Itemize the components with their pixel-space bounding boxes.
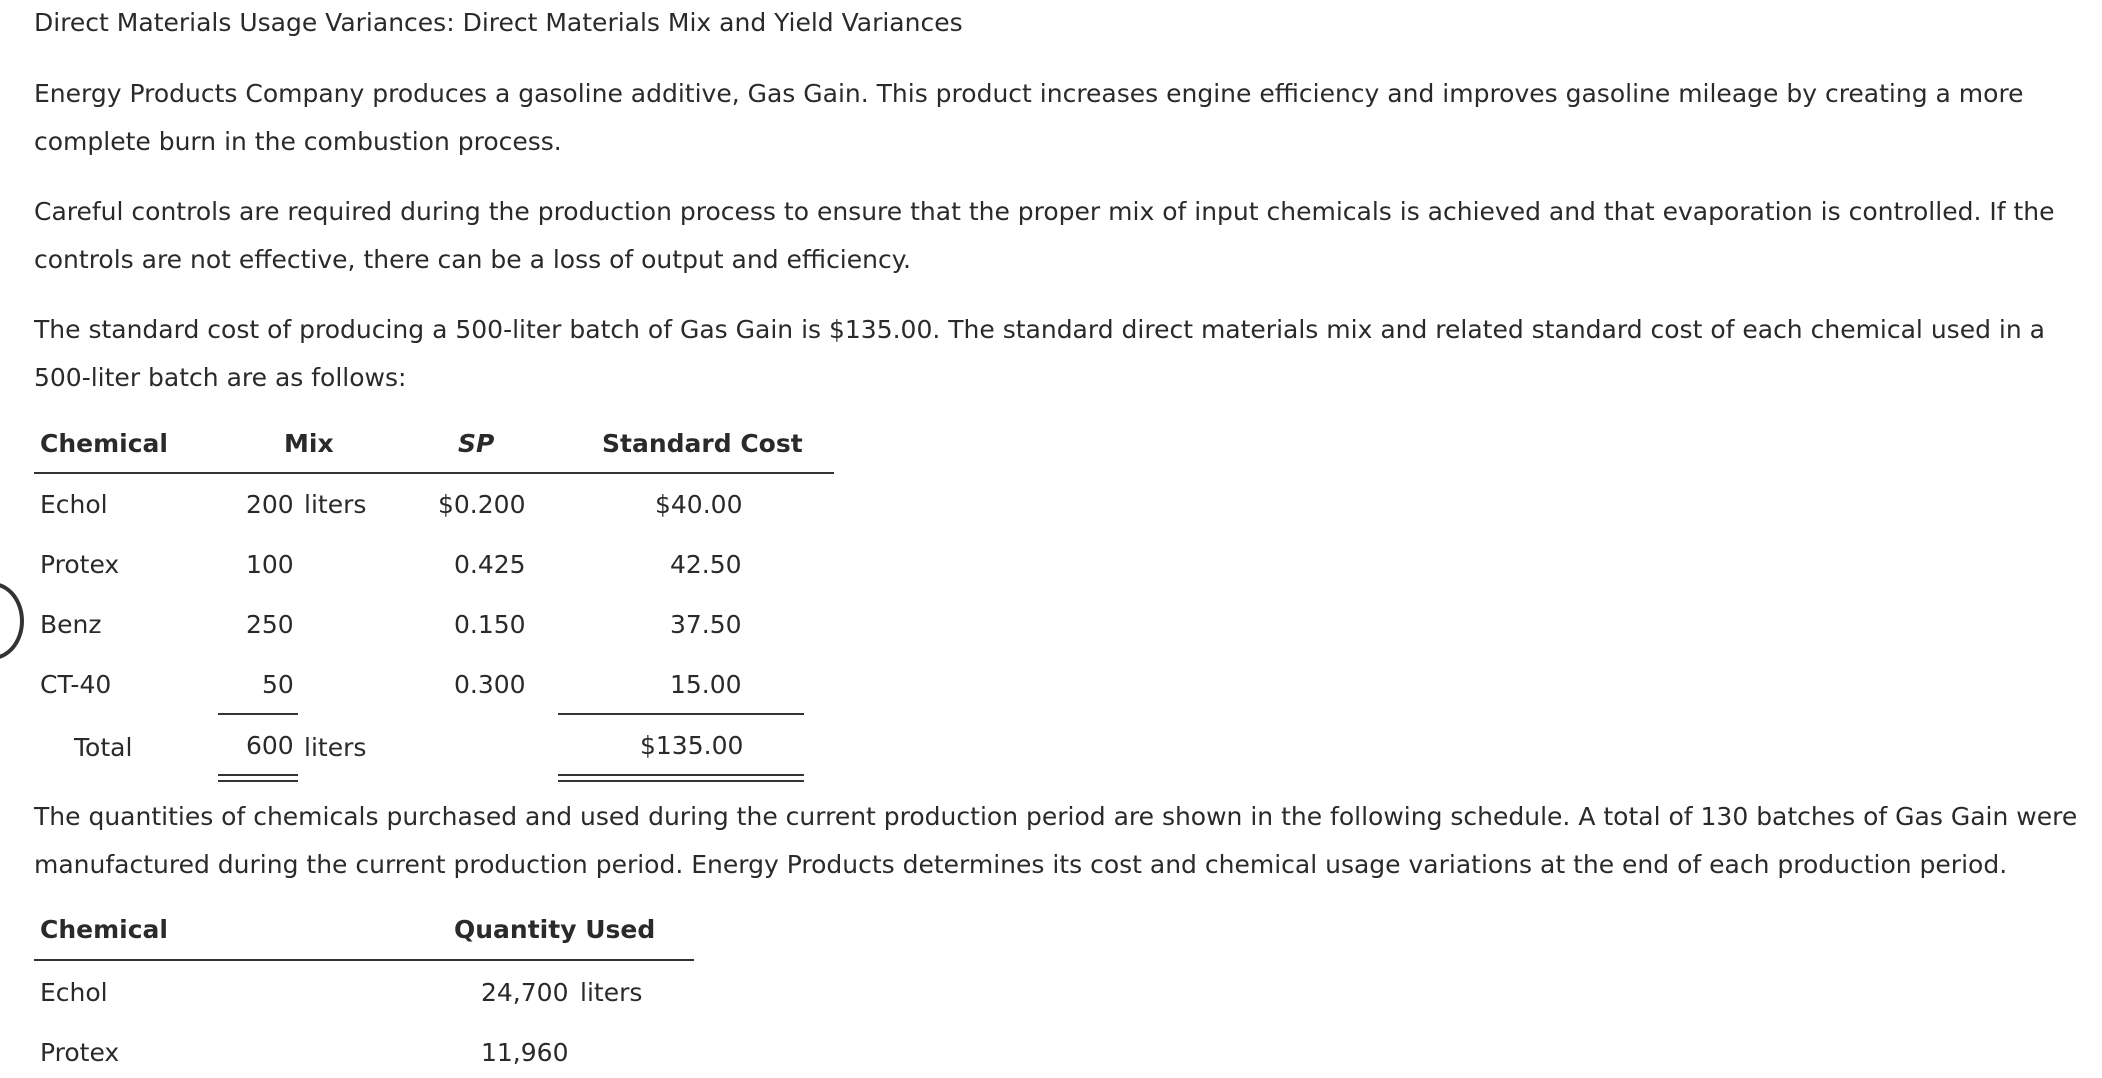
paragraph-quantities: The quantities of chemicals purchased and used during the current production period are shown in the following schedule. A total of 130 batches of Gas Gain were manufactured during the current production period. Energy Products determines its cost and chemical usage variations at the end of each production period. (34, 802, 2078, 879)
row-mix-protex: 100 (246, 550, 294, 579)
page-title: Direct Materials Usage Variances: Direct Materials Mix and Yield Variances (34, 8, 963, 37)
usage-quantity-echol: 24,700 (481, 978, 569, 1007)
paragraph-controls: Careful controls are required during the production process to ensure that the proper mix of input chemicals is achieved and that evaporation is controlled. If the controls are not effective, there can be a loss of output and efficiency. (34, 197, 2055, 274)
usage-unit-echol: liters (580, 978, 643, 1007)
usage-chemical-echol: Echol (40, 978, 108, 1007)
paragraph-standard-cost: The standard cost of producing a 500-liter batch of Gas Gain is $135.00. The standard direct materials mix and related standard cost of each chemical used in a 500-liter batch are as follows: (34, 315, 2045, 392)
row-sp-ct40: 0.300 (454, 670, 526, 699)
col-header-mix: Mix (284, 429, 334, 458)
row-sp-benz: 0.150 (454, 610, 526, 639)
row-cost-benz: 37.50 (670, 610, 742, 639)
usage-quantity-protex: 11,960 (481, 1038, 569, 1067)
col-header-chemical: Chemical (40, 429, 168, 458)
usage-header-chemical: Chemical (40, 915, 168, 944)
col-header-sp: SP (458, 429, 495, 458)
usage-header-quantity: Quantity Used (454, 915, 656, 944)
row-chemical-benz: Benz (40, 610, 102, 639)
row-cost-ct40: 15.00 (670, 670, 742, 699)
total-cost: $135.00 (640, 731, 744, 760)
row-chemical-protex: Protex (40, 550, 120, 579)
usage-chemical-protex: Protex (40, 1038, 120, 1067)
total-mix: 600 (246, 731, 294, 760)
mix-subtotal-rule (218, 713, 298, 715)
cost-subtotal-rule (558, 713, 804, 715)
total-unit: liters (304, 733, 367, 762)
cost-total-double-rule (558, 774, 804, 782)
row-unit-echol: liters (304, 490, 367, 519)
usage-header-rule (34, 959, 694, 961)
col-header-standard-cost: Standard Cost (602, 429, 803, 458)
row-cost-echol: $40.00 (655, 490, 743, 519)
row-mix-benz: 250 (246, 610, 294, 639)
total-label: Total (74, 733, 133, 762)
row-mix-ct40: 50 (262, 670, 294, 699)
paragraph-intro: Energy Products Company produces a gasoline additive, Gas Gain. This product increases engine efficiency and improves gasoline mileage by creating a more complete burn in the combustion process. (34, 79, 2024, 156)
row-sp-protex: 0.425 (454, 550, 526, 579)
row-chemical-ct40: CT-40 (40, 670, 112, 699)
scroll-indicator-circle[interactable] (0, 582, 24, 660)
row-chemical-echol: Echol (40, 490, 108, 519)
mix-total-double-rule (218, 774, 298, 782)
row-sp-echol: $0.200 (438, 490, 526, 519)
header-rule (34, 472, 834, 474)
row-cost-protex: 42.50 (670, 550, 742, 579)
row-mix-echol: 200 (246, 490, 294, 519)
